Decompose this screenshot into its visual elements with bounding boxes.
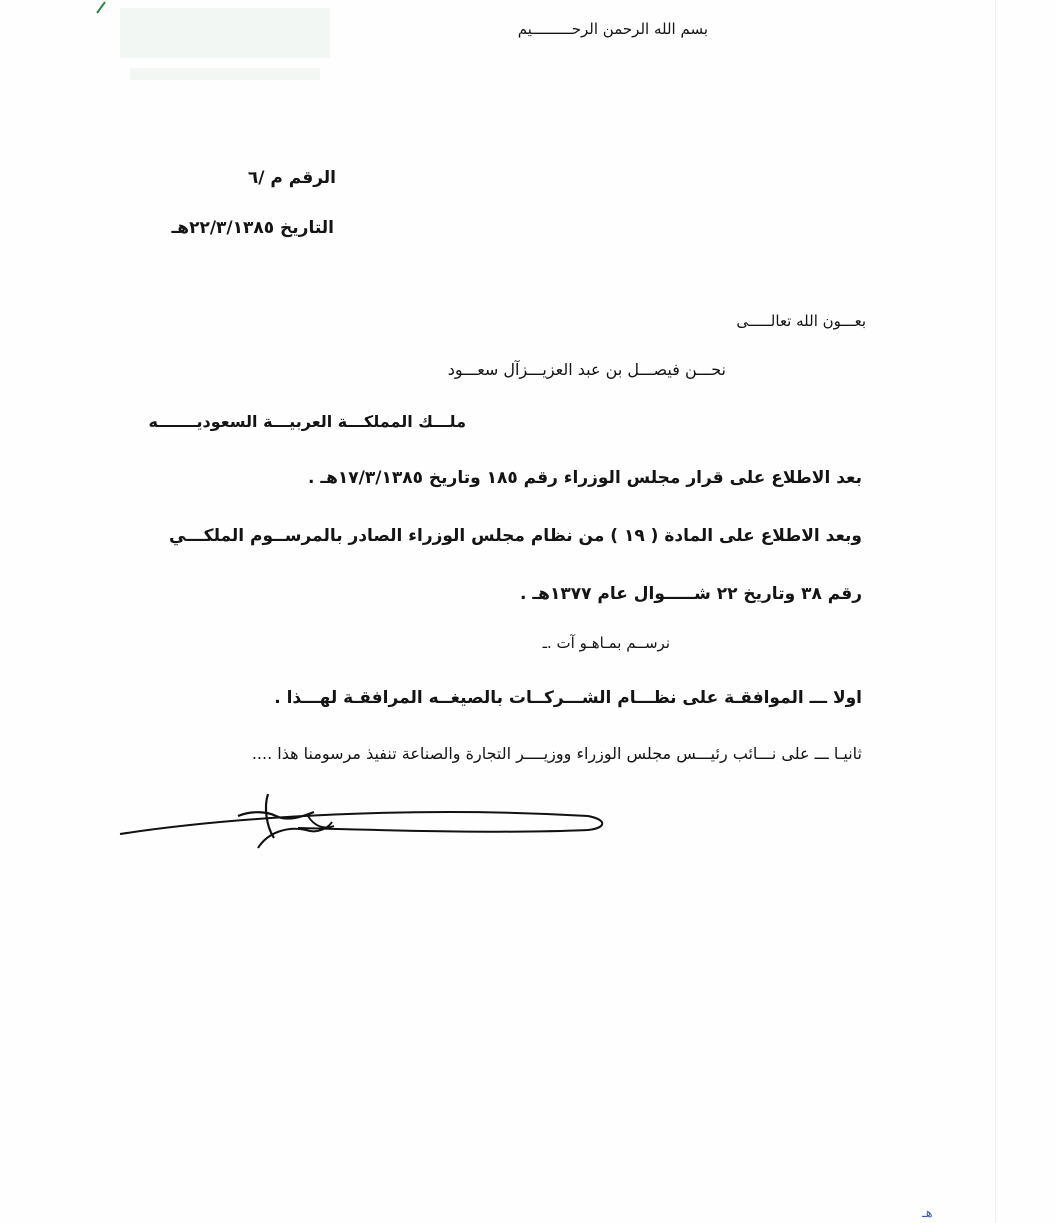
clause-second: ثانيـا ـــ على نـــائب رئيـــس مجلس الوزراء ووزيــــر التجارة والصناعة تنفيذ مرسومنا هذا .... (251, 744, 862, 763)
preamble-paragraph-3: رقم ٣٨ وتاريخ ٢٢ شـــــوال عام ١٣٧٧هـ . (519, 584, 862, 604)
handwritten-signature-icon (118, 786, 608, 856)
footer-mark: هـ (922, 1206, 933, 1221)
clause-first: اولا ـــ الموافقـة على نظـــام الشـــركــات بالصيغــه المرافقـة لهـــذا . (274, 688, 862, 708)
scan-edge-line (995, 0, 996, 1223)
issuer-title: ملـــك المملكـــة العربيـــة السعوديـــــــه (148, 412, 466, 431)
reference-number: الرقم م /٦ (247, 168, 336, 188)
preamble-paragraph-1: بعد الاطلاع على قرار مجلس الوزراء رقم ١٨٥ وتاريخ ١٧/٣/١٣٨٥هـ . (307, 468, 862, 488)
decree-phrase: نرســم بمـاهـو آت .ـ (542, 634, 670, 652)
green-corner-mark-icon (96, 0, 110, 14)
faded-letterhead-emblem-icon (120, 8, 330, 98)
basmala: بسم الله الرحمن الرحـــــــــيم (517, 20, 708, 38)
reference-date: التاريخ ٢٢/٣/١٣٨٥هـ (171, 218, 334, 238)
divine-help-phrase: بعـــون الله تعالـــــى (736, 312, 866, 330)
preamble-paragraph-2: وبعد الاطلاع على المادة ( ١٩ ) من نظام مجلس الوزراء الصادر بالمرســوم الملكـــي (169, 526, 862, 546)
issuer-name: نحـــن فيصـــل بن عبد العزيـــزآل سعـــود (447, 360, 726, 379)
